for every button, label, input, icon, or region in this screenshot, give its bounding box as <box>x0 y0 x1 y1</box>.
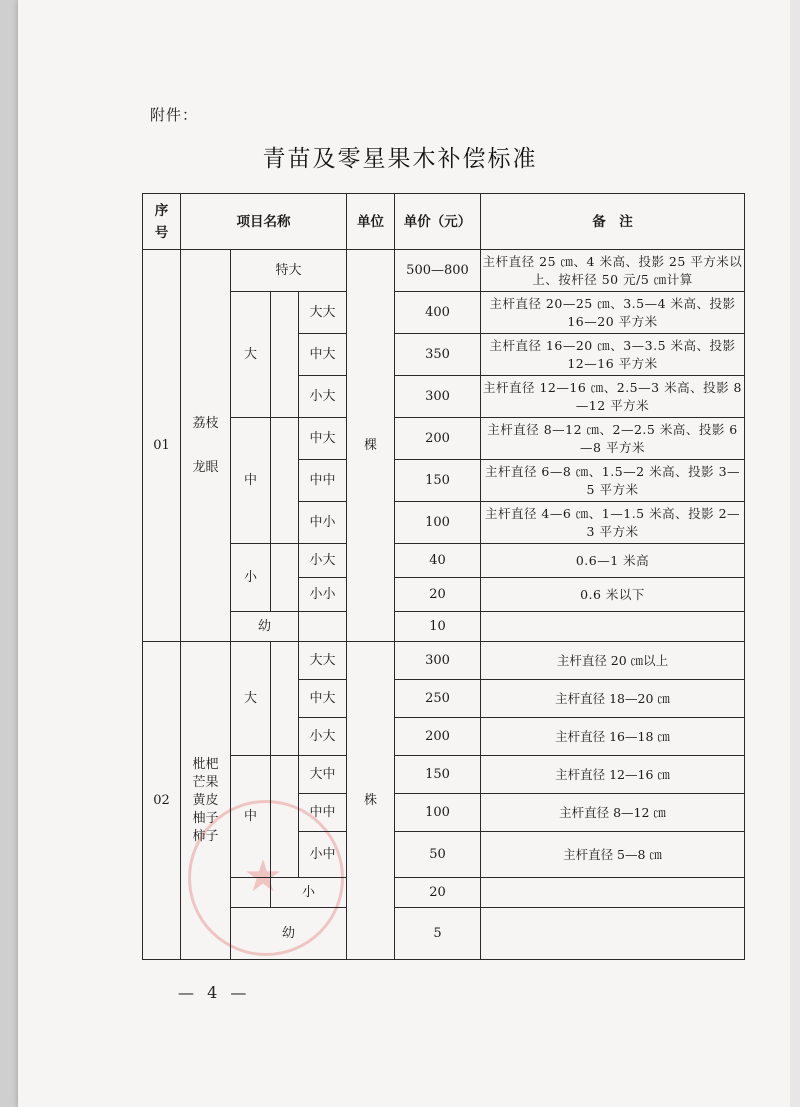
remark-cell <box>481 878 745 908</box>
price-cell: 300 <box>395 642 481 680</box>
category-cell: 中 <box>231 418 271 544</box>
empty-cell <box>231 878 271 908</box>
spacer-cell <box>271 544 299 612</box>
remark-cell: 主杆直径 18—20 ㎝ <box>481 680 745 718</box>
price-cell: 5 <box>395 908 481 960</box>
grade-cell: 幼 <box>231 908 347 960</box>
grade-cell: 小大 <box>299 544 347 578</box>
header-price: 单价（元） <box>395 194 481 250</box>
remark-cell: 主杆直径 20 ㎝以上 <box>481 642 745 680</box>
table-header-row <box>143 194 745 250</box>
remark-cell: 主杆直径 16—20 ㎝、3—3.5 米高、投影 12—16 平方米 <box>481 334 745 376</box>
spacer-cell <box>271 418 299 544</box>
grade-cell: 中小 <box>299 502 347 544</box>
empty-cell <box>299 612 347 642</box>
table-row <box>143 612 745 642</box>
grade-cell: 中中 <box>299 460 347 502</box>
price-cell: 300 <box>395 376 481 418</box>
item-names-cell <box>181 250 231 642</box>
item-name: 黄皮 <box>192 792 219 808</box>
table-row <box>143 642 745 680</box>
item-name: 枇杷 <box>192 756 219 772</box>
unit-cell: 株 <box>347 642 395 960</box>
unit-cell: 棵 <box>347 250 395 642</box>
category-cell: 大 <box>231 642 271 756</box>
price-cell: 40 <box>395 544 481 578</box>
header-unit: 单位 <box>347 194 395 250</box>
category-cell: 大 <box>231 292 271 418</box>
table-row <box>143 756 745 794</box>
price-cell: 20 <box>395 878 481 908</box>
item-name: 荔枝 <box>192 415 219 431</box>
grade-cell: 中大 <box>299 418 347 460</box>
seal-star-icon: ★ <box>243 851 283 902</box>
remark-cell: 0.6 米以下 <box>481 578 745 612</box>
seq-cell: 02 <box>143 642 181 960</box>
table-row <box>143 418 745 460</box>
item-name: 柚子 <box>192 810 219 826</box>
price-cell: 150 <box>395 460 481 502</box>
header-remark: 备 注 <box>481 194 745 250</box>
header-seq: 序号 <box>143 194 181 250</box>
remark-cell: 主杆直径 4—6 ㎝、1—1.5 米高、投影 2—3 平方米 <box>481 502 745 544</box>
remark-cell: 主杆直径 8—12 ㎝、2—2.5 米高、投影 6—8 平方米 <box>481 418 745 460</box>
remark-cell: 主杆直径 12—16 ㎝、2.5—3 米高、投影 8—12 平方米 <box>481 376 745 418</box>
compensation-table <box>142 193 745 960</box>
price-cell: 50 <box>395 832 481 878</box>
price-cell: 500—800 <box>395 250 481 292</box>
category-cell: 中 <box>231 756 271 878</box>
item-name: 芒果 <box>192 774 219 790</box>
table-row <box>143 908 745 960</box>
item-name: 龙眼 <box>192 459 219 475</box>
header-item: 项目名称 <box>181 194 347 250</box>
grade-cell: 大大 <box>299 642 347 680</box>
page-number: — 4 — <box>178 983 251 1002</box>
grade-cell: 小大 <box>299 718 347 756</box>
document-title: 青苗及零星果木补偿标准 <box>262 146 538 172</box>
table-row <box>143 544 745 578</box>
table-row <box>143 292 745 334</box>
item-names-cell <box>181 642 231 960</box>
attachment-label: 附件： <box>150 106 199 124</box>
grade-cell: 大大 <box>299 292 347 334</box>
spacer-cell <box>271 642 299 756</box>
price-cell: 350 <box>395 334 481 376</box>
grade-cell: 中大 <box>299 334 347 376</box>
grade-cell: 小小 <box>299 578 347 612</box>
item-name: 柿子 <box>192 828 219 844</box>
seq-cell: 01 <box>143 250 181 642</box>
price-cell: 150 <box>395 756 481 794</box>
price-cell: 250 <box>395 680 481 718</box>
price-cell: 20 <box>395 578 481 612</box>
remark-cell: 主杆直径 12—16 ㎝ <box>481 756 745 794</box>
remark-cell: 主杆直径 8—12 ㎝ <box>481 794 745 832</box>
price-cell: 400 <box>395 292 481 334</box>
remark-cell: 主杆直径 20—25 ㎝、3.5—4 米高、投影 16—20 平方米 <box>481 292 745 334</box>
price-cell: 10 <box>395 612 481 642</box>
table-row <box>143 250 745 292</box>
grade-cell: 大中 <box>299 756 347 794</box>
remark-cell: 主杆直径 5—8 ㎝ <box>481 832 745 878</box>
grade-cell: 中大 <box>299 680 347 718</box>
price-cell: 200 <box>395 418 481 460</box>
remark-cell <box>481 612 745 642</box>
spacer-cell <box>271 756 299 878</box>
grade-cell: 中中 <box>299 794 347 832</box>
grade-cell: 小 <box>271 878 347 908</box>
remark-cell <box>481 908 745 960</box>
remark-cell: 0.6—1 米高 <box>481 544 745 578</box>
remark-cell: 主杆直径 6—8 ㎝、1.5—2 米高、投影 3—5 平方米 <box>481 460 745 502</box>
remark-cell: 主杆直径 25 ㎝、4 米高、投影 25 平方米以上、按杆径 50 元/5 ㎝计算 <box>481 250 745 292</box>
grade-cell: 幼 <box>231 612 299 642</box>
category-cell: 小 <box>231 544 271 612</box>
price-cell: 100 <box>395 502 481 544</box>
price-cell: 100 <box>395 794 481 832</box>
grade-cell: 小中 <box>299 832 347 878</box>
price-cell: 200 <box>395 718 481 756</box>
spacer-cell <box>271 292 299 418</box>
remark-cell: 主杆直径 16—18 ㎝ <box>481 718 745 756</box>
grade-cell: 小大 <box>299 376 347 418</box>
table-row <box>143 878 745 908</box>
grade-cell: 特大 <box>231 250 347 292</box>
